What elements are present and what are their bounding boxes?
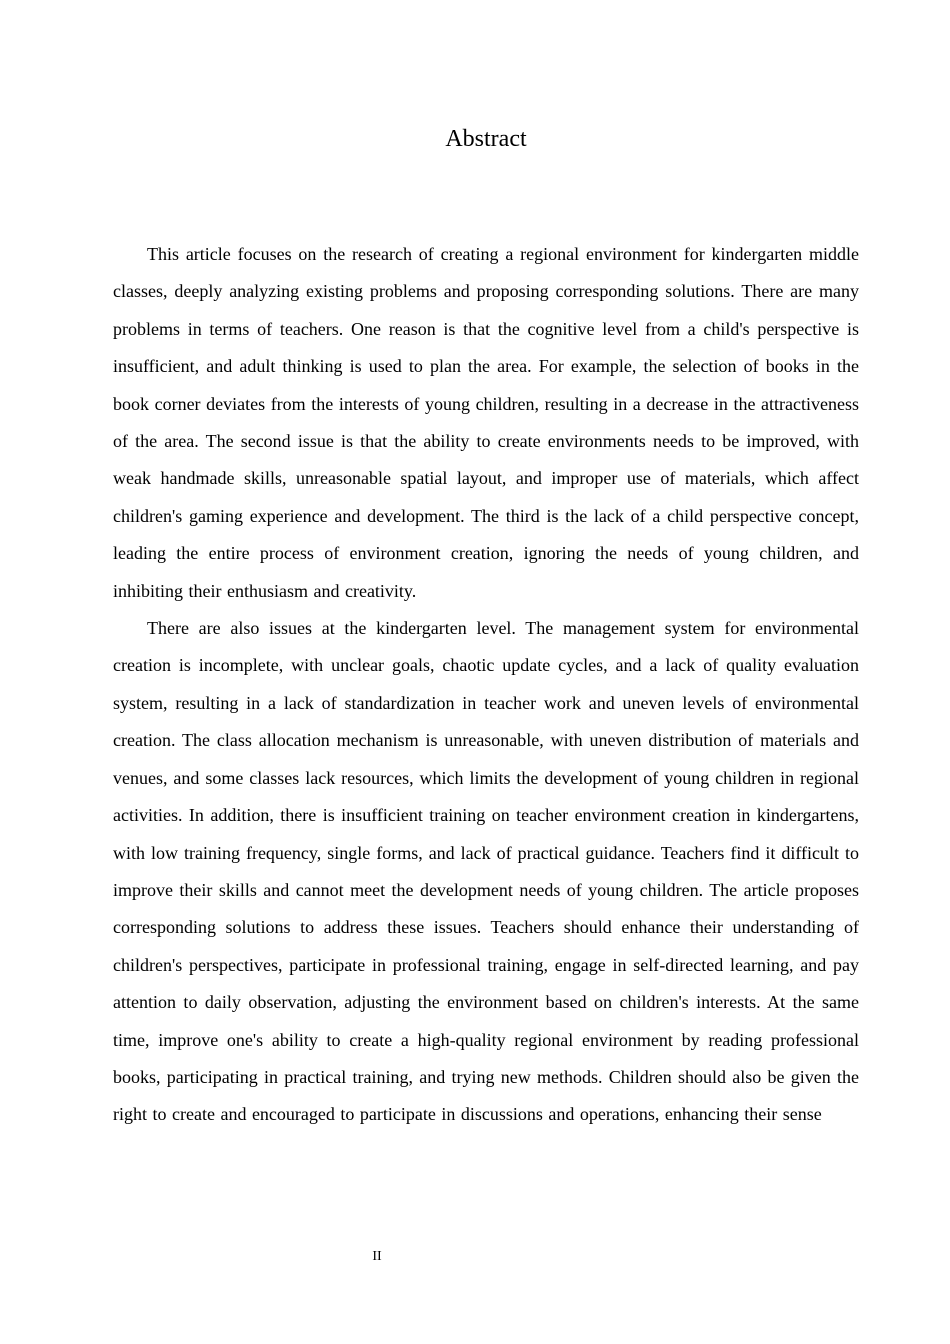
abstract-paragraph-1: This article focuses on the research of creating a regional environment for kindergarten middle classes, deeply analyzing existing problems and proposing corresponding solutions. There are many problems in terms of teachers. One reason is that the cognitive level from a child's perspective is insufficient, and adult thinking is used to plan the area. For example, the selection of books in the book corner deviates from the interests of young children, resulting in a decrease in the attractiveness of the area. The second issue is that the ability to create environments needs to be improved, with weak handmade skills, unreasonable spatial layout, and improper use of materials, which affect children's gaming experience and development. The third is the lack of a child perspective concept, leading the entire process of environment creation, ignoring the needs of young children, and inhibiting their enthusiasm and creativity. [113,244,859,601]
abstract-title: Abstract [445,126,527,152]
abstract-paragraph-2: There are also issues at the kindergarten level. The management system for environmental creation is incomplete, with unclear goals, chaotic update cycles, and a lack of quality evaluation system, resulting in a lack of standardization in teacher work and uneven levels of environmental creation. The class allocation mechanism is unreasonable, with uneven distribution of materials and venues, and some classes lack resources, which limits the development of young children in regional activities. In addition, there is insufficient training on teacher environment creation in kindergartens, with low training frequency, single forms, and lack of practical guidance. Teachers find it difficult to improve their skills and cannot meet the development needs of young children. The article proposes corresponding solutions to address these issues. Teachers should enhance their understanding of children's perspectives, participate in professional training, engage in self-directed learning, and pay attention to daily observation, adjusting the environment based on children's interests. At the same time, improve one's ability to create a high-quality regional environment by reading professional books, participating in practical training, and trying new methods. Children should also be given the right to create and encouraged to participate in discussions and operations, enhancing their sense [113,618,859,1125]
page-number: II [372,1249,382,1264]
abstract-body [113,236,859,1134]
